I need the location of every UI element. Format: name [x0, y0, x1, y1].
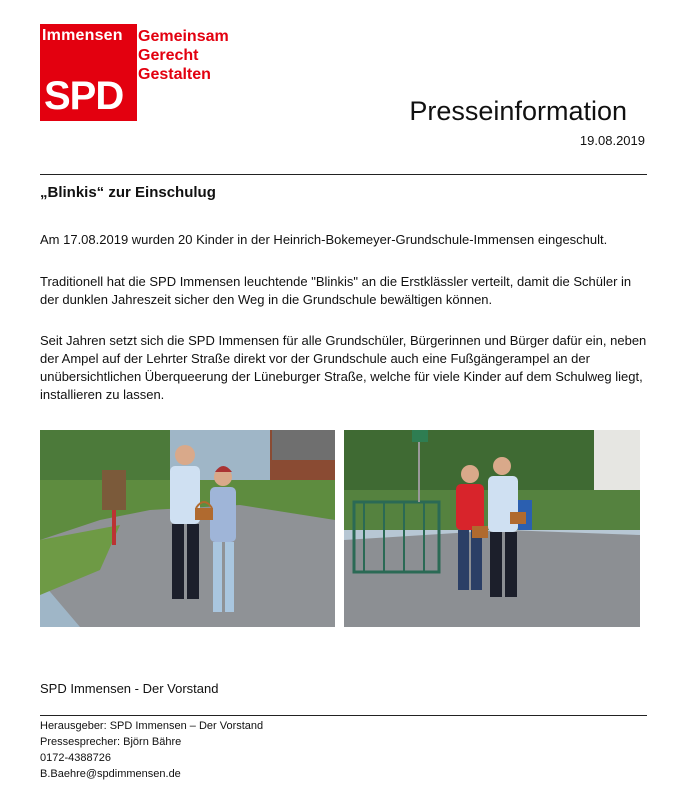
slogan-line-3: Gestalten: [138, 66, 211, 83]
slogan-line-2: Gerecht: [138, 47, 199, 64]
article-headline: „Blinkis“ zur Einschulug: [40, 184, 216, 201]
article-paragraph-3: Seit Jahren setzt sich die SPD Immensen für alle Grundschüler, Bürgerinnen und Bürger dafür ein, neben der Ampel auf der Lehrter Straße direkt vor der Grundschule auch eine Fußgängerampel an der unübersichtlichen Überqueerung der Lüneburger Straße, welche für viele Kinder auf dem Schulweg liegt, installieren zu lassen.: [40, 333, 647, 402]
article-signature: SPD Immensen - Der Vorstand: [40, 681, 219, 696]
footer-phone: 0172-4388726: [40, 752, 111, 764]
page-title: Presseinformation: [409, 96, 627, 126]
spd-logo: [40, 24, 236, 121]
footer-contact: [40, 718, 263, 782]
header-divider: [40, 174, 647, 175]
article-paragraph-1: Am 17.08.2019 wurden 20 Kinder in der Heinrich-Bokemeyer-Grundschule-Immensen eingeschult.: [40, 232, 608, 247]
photo-school-fence: [344, 430, 640, 627]
photo-school-path: [40, 430, 335, 627]
slogan-line-1: Gemeinsam: [138, 28, 229, 45]
footer-email: B.Baehre@spdimmensen.de: [40, 768, 181, 780]
footer-spokesperson: Pressesprecher: Björn Bähre: [40, 736, 182, 748]
footer-divider: [40, 715, 647, 716]
press-date: 19.08.2019: [579, 133, 645, 148]
article-paragraph-2: Traditionell hat die SPD Immensen leuchtende "Blinkis" an die Erstklässler verteilt, damit die Schüler in der dunklen Jahreszeit sicher den Weg in die Grundschule bewältigen können.: [40, 274, 632, 307]
logo-org-name: Immensen: [42, 27, 123, 44]
logo-party-name: SPD: [44, 74, 124, 118]
footer-publisher: Herausgeber: SPD Immensen – Der Vorstand: [40, 720, 264, 732]
logo-slogan: [138, 27, 229, 84]
